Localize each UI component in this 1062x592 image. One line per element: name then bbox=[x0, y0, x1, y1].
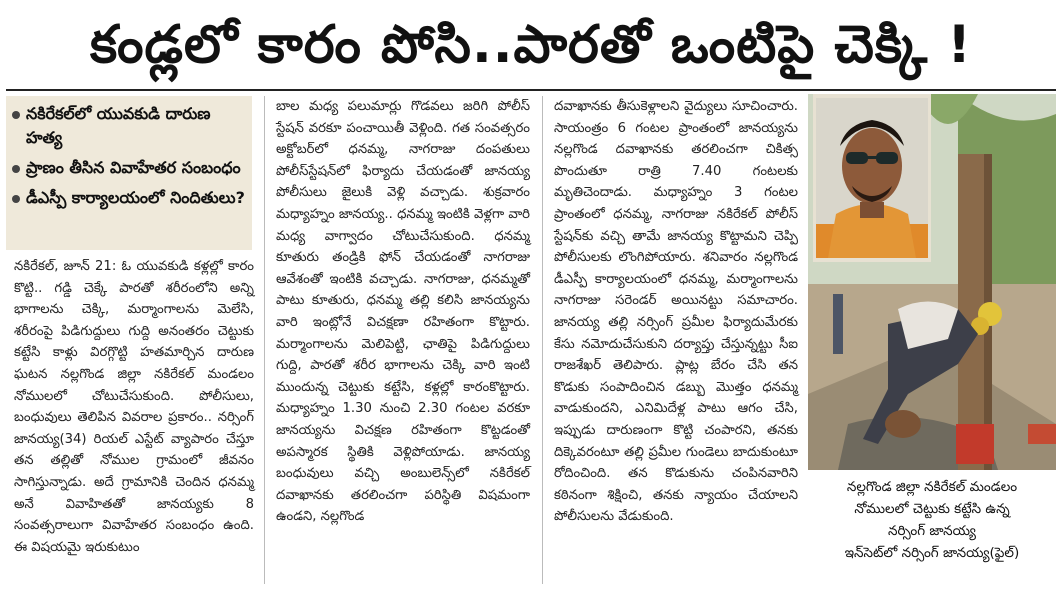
highlight-item bbox=[12, 156, 246, 180]
caption-line: నర్సింగ్‌ జానయ్య bbox=[888, 523, 976, 539]
article-column-2 bbox=[276, 96, 530, 586]
bullet-icon bbox=[12, 111, 20, 119]
column-2-text: బాల మధ్య పలుమార్లు గొడవలు జరిగి పోలీస్‌ స్టేషన్‌ వరకూ పంచాయితీ వెళ్లింది. గత సంవత్సరం అక్టోబర్‌లో ధనమ్మ, నాగరాజు దంపతులు పోలీస్‌స్టేషన్‌లో ఫిర్యాదు చేయడంతో జానయ్య పోలీసులు జైలుకి వెళ్లి వచ్చాడు. శుక్రవారం మధ్యాహ్నం జానయ్య.. ధనమ్మ ఇంటికి వెళ్లగా వారి మధ్య వాగ్వాదం చోటుచేసుకుంది. ధనమ్మ కూతురు తండ్రికి ఫోన్‌ చేయడంతో నాగరాజు ఆవేశంతో ఇంటికి వచ్చాడు. నాగరాజు, ధనమ్మతో పాటు కూతురు, ధనమ్మ తల్లి కలిసి జానయ్యను వారి ఇంట్లోనే విచక్షణా రహితంగా కొట్టారు. మర్మాంగాలను మెలిపెట్టి, ఛాతిపై పిడిగుద్దులు గుద్ది, పారతో శరీర భాగాలను చెక్కి వారి ఇంటి ముందున్న చెట్టుకు కట్టేసి, కళ్లల్లో కారంకొట్టారు. మధ్యాహ్నం 1.30 నుంచి 2.30 గంటల వరకూ జానయ్యను విచక్షణ రహితంగా కొట్టడంతో అపస్మారక స్థితికి వెళ్లిపోయాడు. జానయ్య బంధువులు వచ్చి అంబులెన్స్‌లో నకిరేకల్‌ దవాఖానకు తరలించగా పరిస్థితి విషమంగా ఉండని, నల్లగొండ bbox=[276, 99, 530, 525]
column-1-text: నకిరేకల్‌, జూన్‌ 21: ఓ యువకుడి కళ్లల్లో కారం కొట్టి.. గడ్డి చెక్కే పారతో శరీరంలోని అన్ని భాగాలను చెక్కి, మర్మాంగాలను మెలేసి, శరీరంపై పిడిగుద్దులు గుద్ది అనంతరం చెట్టుకు కట్టేసి కాళ్లు విరగ్గొట్టి హతమార్చిన దారుణ ఘటన నల్లగొండ జిల్లా నకిరేకల్‌ మండలం నోములలో చోటుచేసుకుంది. పోలీసులు, బంధువులు తెలిపిన వివరాల ప్రకారం.. నర్సింగ్‌ జానయ్య(34) రియల్‌ ఎస్టేట్‌ వ్యాపారం చేస్తూ తన తల్లితో నోముల గ్రామంలో జీవనం సాగిస్తున్నాడు. అదే గ్రామానికి చెందిన ధనమ్మ అనే వివాహితతో జానయ్యకు 8 సంవత్సరాలుగా వివాహేతర సంబంధం ఉంది. ఈ విషయమై ఇరుకుటుం bbox=[14, 259, 254, 555]
highlights-box bbox=[6, 96, 252, 250]
headline-rule bbox=[6, 89, 1056, 91]
article-column-1 bbox=[14, 256, 254, 586]
crime-scene-photo bbox=[808, 94, 1056, 470]
column-divider bbox=[264, 96, 265, 584]
highlight-item bbox=[12, 186, 246, 210]
bullet-icon bbox=[12, 165, 20, 173]
bullet-icon bbox=[12, 195, 20, 203]
headline: కండ్లలో కారం పోసి..పారతో ఒంటిపై చెక్కి ! bbox=[90, 15, 972, 75]
photo-caption bbox=[808, 476, 1056, 564]
caption-line: నోములలో చెట్టుకు కట్టేసి ఉన్న bbox=[854, 501, 1010, 517]
news-photo bbox=[808, 94, 1056, 470]
highlight-item bbox=[12, 102, 246, 150]
article-column-3 bbox=[554, 96, 798, 586]
caption-line: నల్లగొండ జిల్లా నకిరేకల్‌ మండలం bbox=[846, 479, 1018, 495]
column-3-text: దవాఖానకు తీసుకెళ్లాలని వైద్యులు సూచించారు. సాయంత్రం 6 గంటల ప్రాంతంలో జానయ్యను నల్లగొండ దవాఖానకు తరలించగా చికిత్స పొందుతూ రాత్రి 7.40 గంటలకు మృతిచెందాడు. మధ్యాహ్నం 3 గంటల ప్రాంతంలో ధనమ్మ, నాగరాజు నకిరేకల్‌ పోలీస్‌ స్టేషన్‌కు వచ్చి తామే జానయ్య కొట్టామని చెప్పి పోలీసులకు లొంగిపోయారు. శనివారం నల్లగొండ డీఎస్పీ కార్యాలయంలో ధనమ్మ, మర్మాంగాలను నాగరాజు సరెండర్‌ అయినట్టు సమాచారం. జానయ్య తల్లి నర్సింగ్‌ ప్రమీల ఫిర్యాదుమేరకు కేసు నమోదుచేసుకుని దర్యాప్తు చేస్తున్నట్టు సీఐ రాజశేఖర్‌ తెలిపారు. ప్లాట్ల బేరం చేసి తన కొడుకు సంపాదించిన డబ్బు మొత్తం ధనమ్మ వాడుకుందని, ఎనిమిదేళ్ల పాటు ఆగం చేసి, ఇప్పుడు దారుణంగా కొట్టి చంపారని, తనకు దిక్కెవరంటూ తల్లి ప్రమీల గుండెలు బాదుకుంటూ రోదించింది. తన కొడుకును చంపినవారిని కఠినంగా శిక్షించి, తనకు న్యాయం చేయాలని పోలీసులను వేడుకుంది. bbox=[554, 99, 798, 525]
column-divider bbox=[542, 96, 543, 584]
caption-line: ఇన్‌సెట్‌లో నర్సింగ్‌ జానయ్య(ఫైల్‌) bbox=[844, 545, 1020, 561]
highlight-text: డీఎస్పీ కార్యాలయంలో నిందితులు? bbox=[26, 188, 245, 207]
highlight-text: ప్రాణం తీసిన వివాహేతర సంబంధం bbox=[26, 158, 241, 177]
highlight-text: నకిరేకల్‌లో యువకుడి దారుణ హత్య bbox=[26, 104, 211, 147]
